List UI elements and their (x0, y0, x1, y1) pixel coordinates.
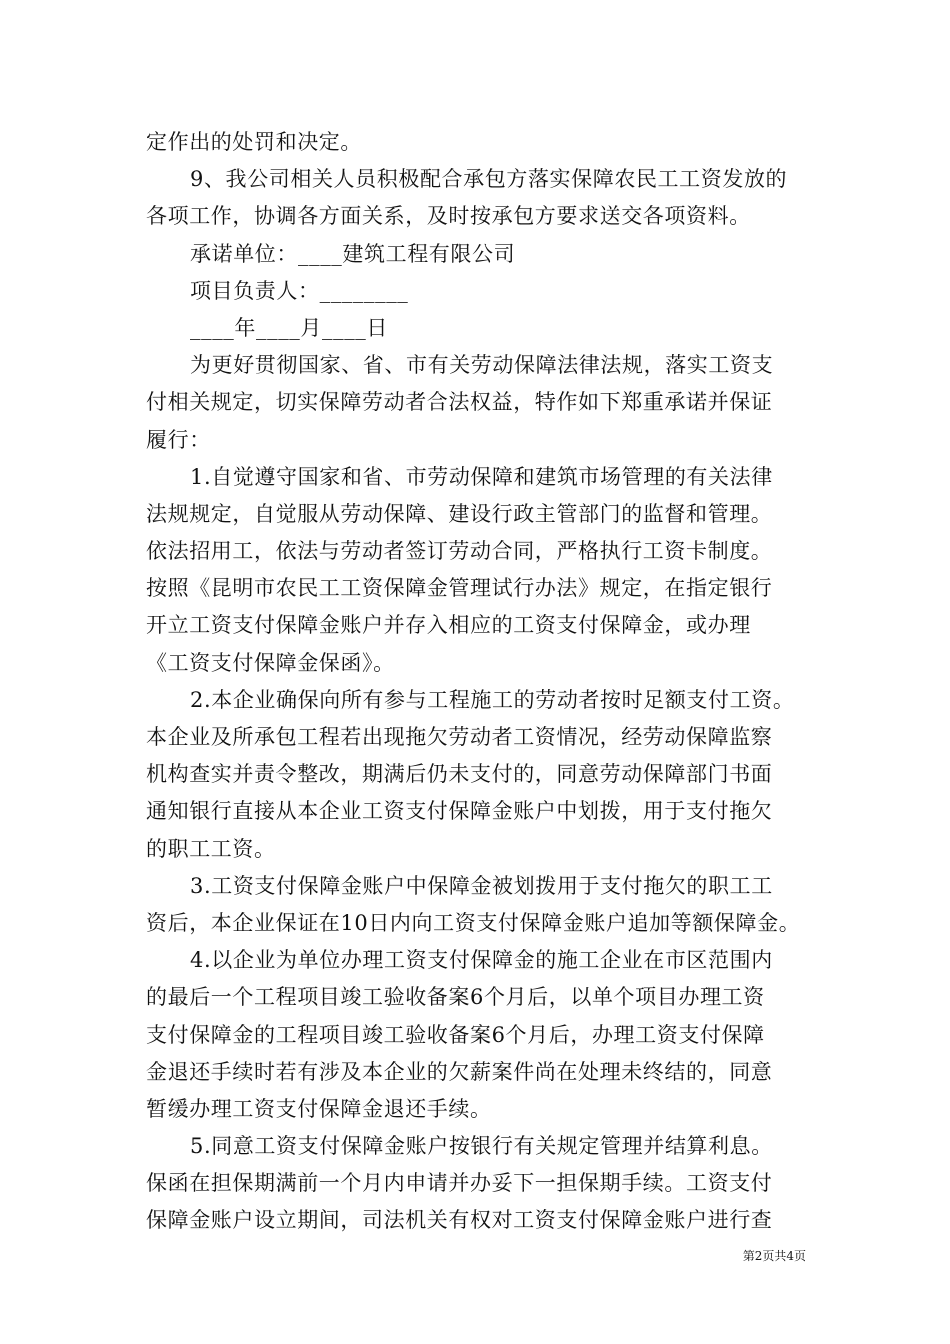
text-line: 机构查实并责令整改，期满后仍未支付的，同意劳动保障部门书面 (146, 762, 773, 787)
project-lead: 项目负责人：________ (190, 278, 409, 303)
text-line: 开立工资支付保障金账户并存入相应的工资支付保障金，或办理 (146, 613, 751, 638)
text-line: 保障金账户设立期间，司法机关有权对工资支付保障金账户进行查 (146, 1208, 773, 1233)
text-line: 各项工作，协调各方面关系，及时按承包方要求送交各项资料。 (146, 204, 751, 229)
text-line: 4.以企业为单位办理工资支付保障金的施工企业在市区范围内 (190, 948, 773, 973)
text-line: 的最后一个工程项目竣工验收备案6个月后，以单个项目办理工资 (146, 985, 765, 1010)
document-body (146, 124, 812, 1240)
text-line: 为更好贯彻国家、省、市有关劳动保障法律法规，落实工资支 (190, 353, 774, 378)
text-line: 履行： (146, 427, 211, 452)
page-footer: 第2页共4页 (742, 1249, 806, 1263)
signature-unit: 承诺单位：____建筑工程有限公司 (190, 241, 516, 266)
text-line: 本企业及所承包工程若出现拖欠劳动者工资情况，经劳动保障监察 (146, 725, 773, 749)
text-line: 通知银行直接从本企业工资支付保障金账户中划拨，用于支付拖欠 (146, 799, 773, 824)
signature-date: ____年____月____日 (190, 315, 388, 340)
text-line: 金退还手续时若有涉及本企业的欠薪案件尚在处理未终结的，同意 (146, 1059, 773, 1084)
text-line: 《工资支付保障金保函》。 (146, 650, 395, 675)
text-line: 法规规定，自觉服从劳动保障、建设行政主管部门的监督和管理。 (146, 501, 773, 526)
text-line: 支付保障金的工程项目竣工验收备案6个月后，办理工资支付保障 (146, 1022, 765, 1047)
text-line: 付相关规定，切实保障劳动者合法权益，特作如下郑重承诺并保证 (146, 390, 773, 415)
text-line: 资后，本企业保证在10日内向工资支付保障金账户追加等额保障金。 (146, 910, 801, 935)
text-line: 1.自觉遵守国家和省、市劳动保障和建筑市场管理的有关法律 (190, 464, 773, 489)
text-line: 保函在担保期满前一个月内申请并办妥下一担保期手续。工资支付 (146, 1171, 773, 1196)
text-line: 定作出的处罚和决定。 (146, 130, 362, 154)
text-line: 3.工资支付保障金账户中保障金被划拨用于支付拖欠的职工工 (190, 873, 773, 898)
text-line: 暂缓办理工资支付保障金退还手续。 (146, 1096, 492, 1121)
text-line: 2.本企业确保向所有参与工程施工的劳动者按时足额支付工资。 (190, 687, 795, 712)
text-line: 9、我公司相关人员积极配合承包方落实保障农民工工资发放的 (190, 167, 788, 192)
text-line: 依法招用工，依法与劳动者签订劳动合同，严格执行工资卡制度。 (146, 539, 773, 564)
text-line: 5.同意工资支付保障金账户按银行有关规定管理并结算利息。 (190, 1134, 773, 1159)
text-line: 的职工工资。 (146, 836, 276, 861)
text-line: 按照《昆明市农民工工资保障金管理试行办法》规定，在指定银行 (146, 576, 773, 601)
